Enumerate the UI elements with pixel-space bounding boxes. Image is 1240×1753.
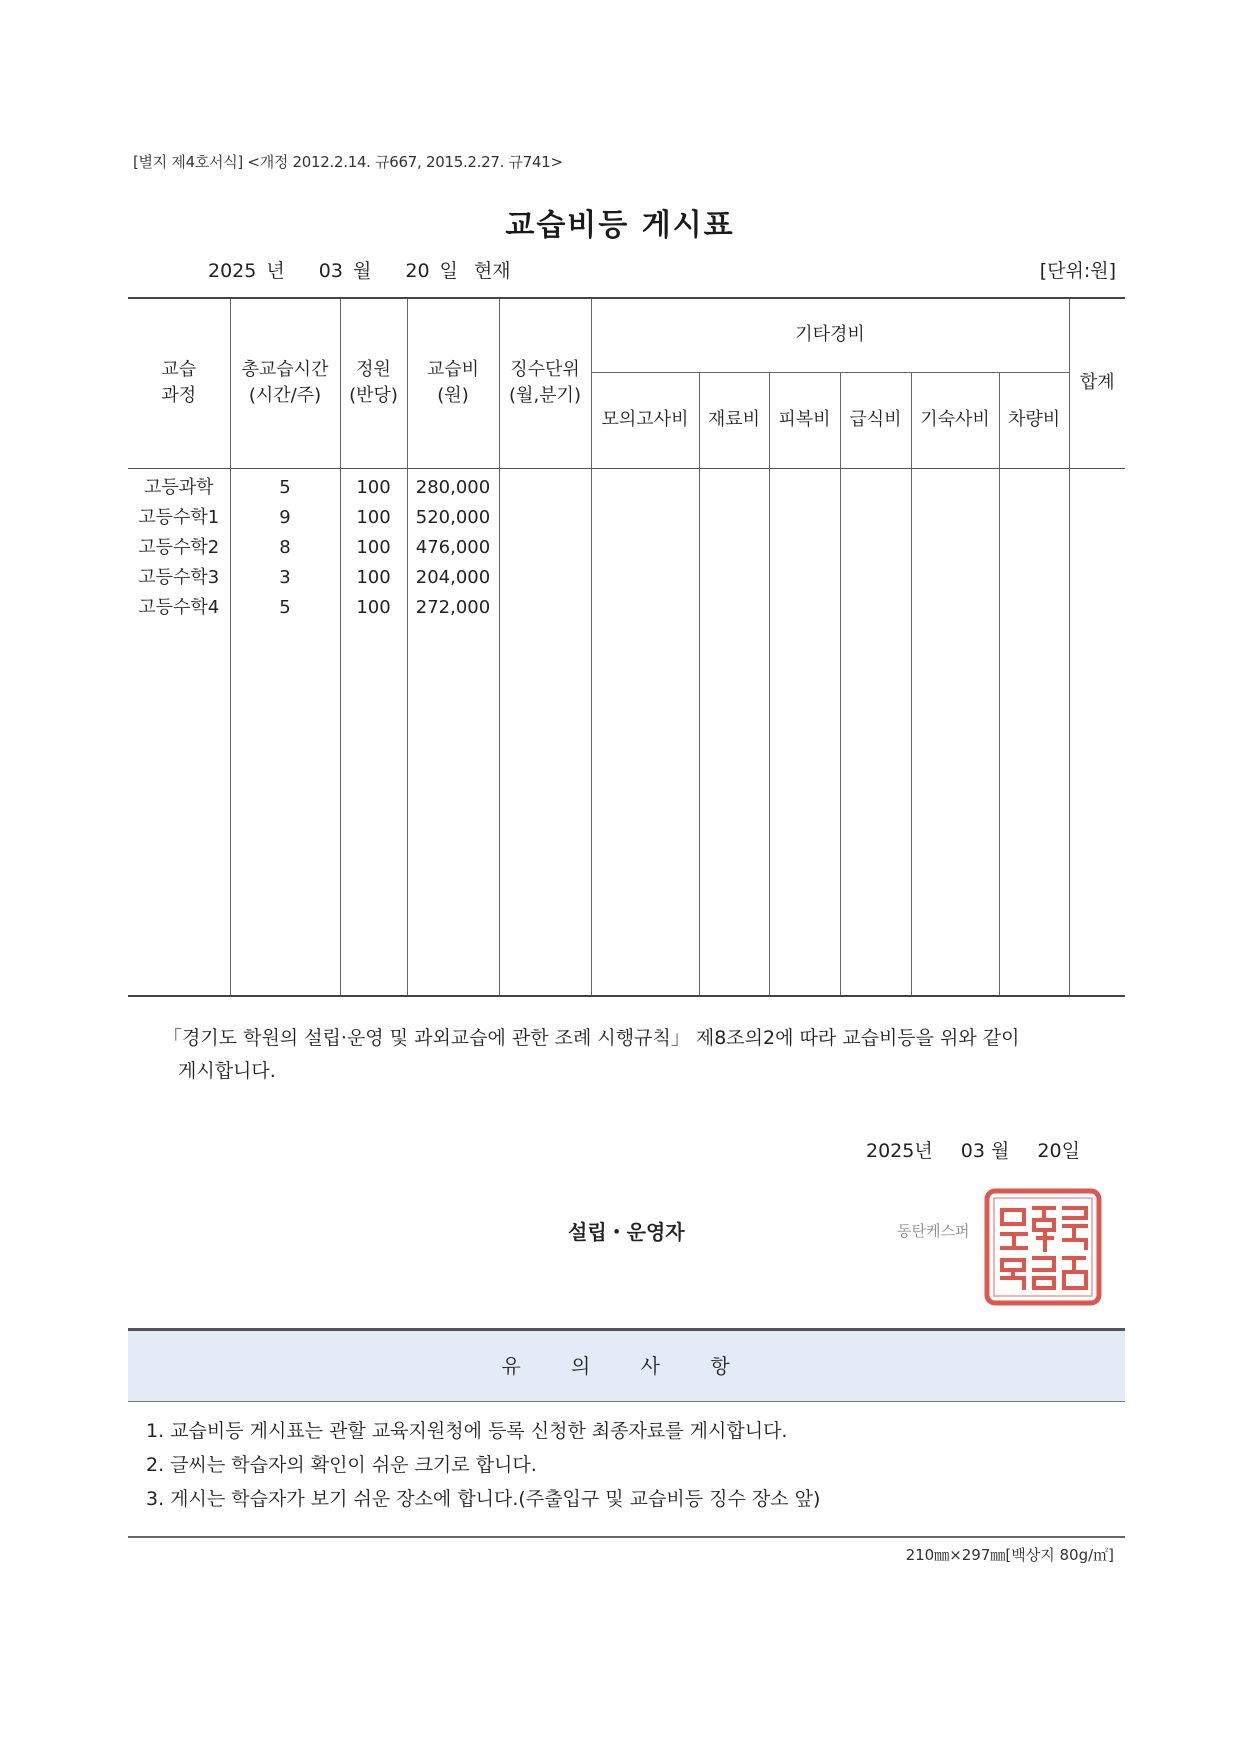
header-hours	[230, 298, 340, 468]
header-fee-line2: (원)	[437, 385, 469, 407]
paper-spec: 210㎜×297㎜[백상지 80g/㎡]	[905, 1546, 1114, 1564]
table-cell: 9	[279, 506, 291, 528]
table-row: 고등수학2	[138, 536, 220, 558]
date-day-unit: 일	[439, 260, 458, 282]
date-month: 03	[318, 260, 343, 282]
sign-date	[866, 1136, 1102, 1163]
official-seal	[984, 1188, 1102, 1306]
declaration-line2: 게시합니다.	[178, 1060, 276, 1082]
table-cell: 100	[356, 596, 391, 618]
col-collection-unit	[499, 468, 591, 996]
table-row: 고등수학4	[138, 596, 220, 618]
header-dormitory: 기숙사비	[911, 372, 999, 468]
date-year: 2025	[208, 260, 257, 282]
declaration	[163, 1022, 1123, 1088]
table-cell: 272,000	[415, 596, 491, 618]
header-fee-line1: 교습비	[426, 359, 480, 381]
table-cell: 100	[356, 566, 391, 588]
date-year-unit: 년	[266, 260, 285, 282]
form-label: [별지 제4호서식] <개정 2012.2.14. 규667, 2015.2.27. 규741>	[133, 153, 563, 171]
table-cell: 280,000	[415, 476, 491, 498]
col-total	[1069, 468, 1125, 996]
header-hours-line2: (시간/주)	[248, 385, 322, 407]
unit-label: [단위:원]	[1039, 260, 1116, 282]
header-uniform: 피복비	[769, 372, 840, 468]
header-course-line2: 과정	[161, 385, 197, 407]
header-total: 합계	[1069, 298, 1125, 468]
header-collection-line1: 징수단위	[510, 359, 580, 381]
notes-list	[146, 1414, 820, 1516]
table-cell: 100	[356, 476, 391, 498]
col-course	[128, 468, 230, 996]
date-day: 20	[405, 260, 430, 282]
header-capacity-line1: 정원	[356, 359, 391, 381]
page-title: 교습비등 게시표	[505, 208, 735, 243]
header-collection-line2: (월,분기)	[509, 385, 581, 407]
table-row: 고등수학1	[138, 506, 220, 528]
sign-date-day: 20일	[1037, 1140, 1080, 1162]
header-material: 재료비	[699, 372, 769, 468]
col-mock-exam	[591, 468, 699, 996]
col-hours	[230, 468, 340, 996]
operator-label: 설립・운영자	[568, 1220, 685, 1244]
notes-title: 유 의 사 항	[128, 1328, 1125, 1402]
header-other-expenses: 기타경비	[591, 298, 1069, 372]
table-cell: 476,000	[415, 536, 491, 558]
col-material	[699, 468, 769, 996]
table-row: 고등수학3	[138, 566, 220, 588]
col-fee	[407, 468, 499, 996]
table-cell: 100	[356, 536, 391, 558]
table-row: 고등과학	[143, 476, 214, 498]
col-uniform	[769, 468, 840, 996]
header-capacity	[340, 298, 407, 468]
header-hours-line1: 총교습시간	[241, 359, 329, 381]
date-suffix: 현재	[473, 260, 511, 282]
table-cell: 8	[279, 536, 291, 558]
col-meal	[840, 468, 911, 996]
list-item: 3. 게시는 학습자가 보기 쉬운 장소에 합니다.(주출입구 및 교습비등 징수 장소 앞)	[146, 1488, 821, 1510]
list-item: 2. 글씨는 학습자의 확인이 쉬운 크기로 합니다.	[146, 1454, 537, 1476]
posting-date	[208, 256, 521, 283]
fee-table	[128, 297, 1125, 997]
col-capacity	[340, 468, 407, 996]
header-fee	[407, 298, 499, 468]
col-vehicle	[999, 468, 1069, 996]
table-cell: 204,000	[415, 566, 491, 588]
sign-date-year: 2025년	[866, 1140, 933, 1162]
table-cell: 3	[279, 566, 291, 588]
header-vehicle: 차량비	[999, 372, 1069, 468]
header-mock-exam: 모의고사비	[591, 372, 699, 468]
table-cell: 5	[279, 476, 291, 498]
col-dormitory	[911, 468, 999, 996]
header-course	[128, 298, 230, 468]
table-cell: 5	[279, 596, 291, 618]
bottom-divider	[128, 1536, 1125, 1538]
header-capacity-line2: (반당)	[349, 385, 398, 407]
header-collection-unit	[499, 298, 591, 468]
date-month-unit: 월	[352, 260, 372, 282]
header-meal: 급식비	[840, 372, 911, 468]
list-item: 1. 교습비등 게시표는 관할 교육지원청에 등록 신청한 최종자료를 게시합니다.	[146, 1420, 788, 1442]
sign-date-month: 03 월	[960, 1140, 1010, 1162]
operator-name: 동탄케스퍼	[897, 1222, 970, 1240]
header-course-line1: 교습	[161, 359, 197, 381]
table-cell: 520,000	[415, 506, 491, 528]
declaration-line1: 「경기도 학원의 설립·운영 및 과외교습에 관한 조례 시행규칙」 제8조의2에 따라 교습비등을 위와 같이	[163, 1027, 1020, 1049]
table-cell: 100	[356, 506, 391, 528]
